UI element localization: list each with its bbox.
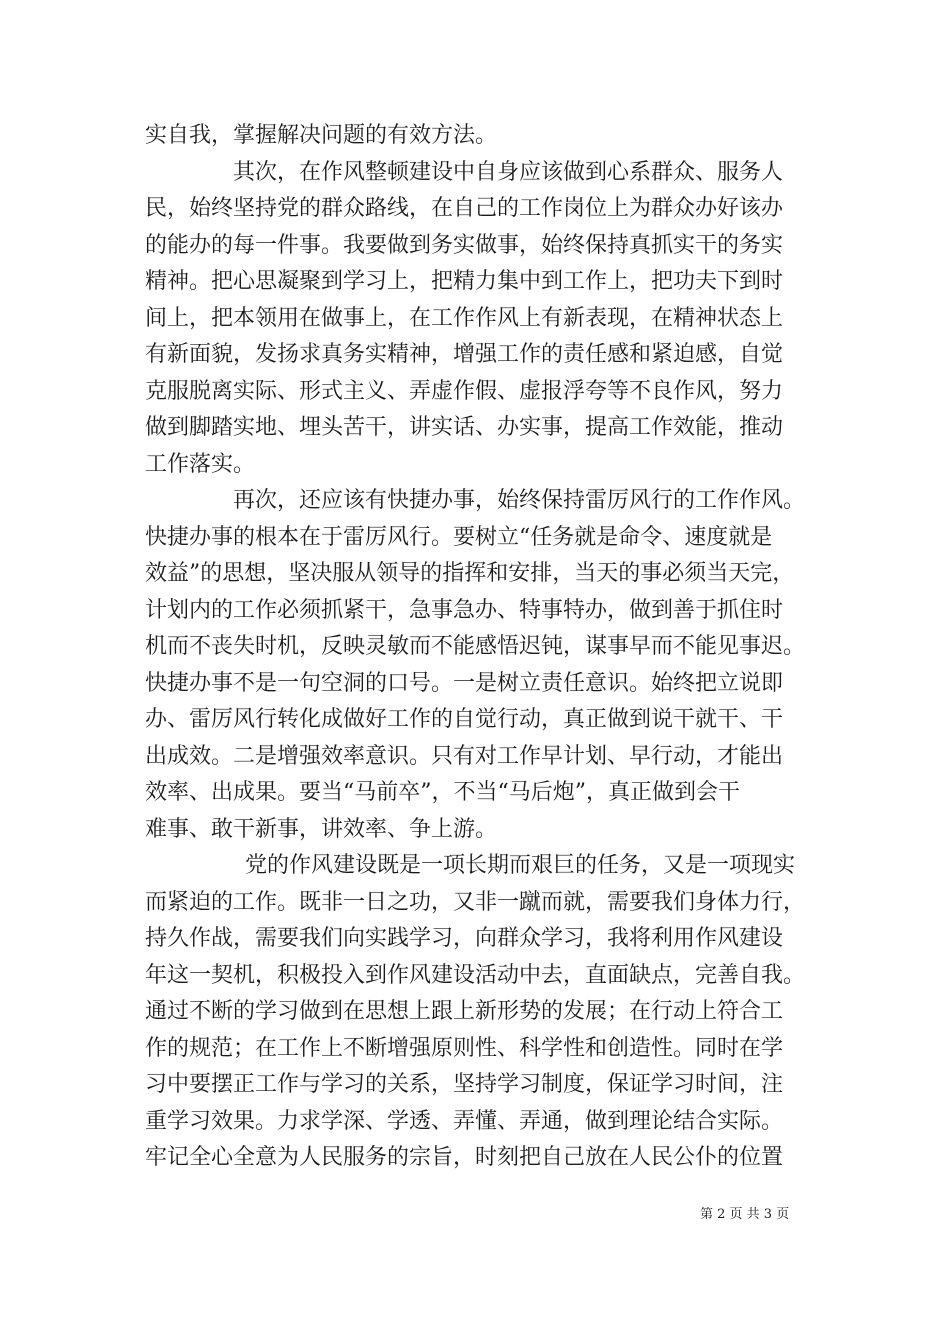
text-line: 难事、敢干新事，讲效率、争上游。 — [145, 816, 498, 842]
text-line: 快捷办事的根本在于雷厉风行。要树立“任务就是命令、速度就是 — [145, 524, 773, 550]
text-line: 党的作风建设既是一项长期而艰巨的任务，又是一项现实 — [245, 853, 796, 878]
text-line: 持久作战，需要我们向实践学习，向群众学习，我将利用作风建设 — [145, 926, 784, 951]
text-line: 效益”的思想，坚决服从领导的指挥和安排，当天的事必须当天完， — [145, 561, 795, 586]
text-line: 年这一契机，积极投入到作风建设活动中去，直面缺点，完善自我。 — [145, 962, 806, 988]
text-line: 间上，把本领用在做事上，在工作作风上有新表现，在精神状态上 — [145, 305, 784, 331]
text-line: 克服脱离实际、形式主义、弄虚作假、虚报浮夸等不良作风，努力 — [145, 378, 784, 404]
text-line: 民，始终坚持党的群众路线，在自己的工作岗位上为群众办好该办 — [145, 196, 784, 221]
text-line: 习中要摆正工作与学习的关系，坚持学习制度，保证学习时间，注 — [145, 1072, 784, 1097]
text-line: 实自我，掌握解决问题的有效方法。 — [145, 123, 498, 148]
text-line: 牢记全心全意为人民服务的宗旨，时刻把自己放在人民公仆的位置 — [145, 1145, 784, 1170]
text-line: 办、雷厉风行转化成做好工作的自觉行动，真正做到说干就干、干 — [145, 707, 784, 732]
text-line: 效率、出成果。要当“马前卒”，不当“马后炮”，真正做到会干 — [145, 780, 740, 805]
text-line: 出成效。二是增强效率意识。只有对工作早计划、早行动，才能出 — [145, 743, 784, 769]
text-line: 有新面貌，发扬求真务实精神，增强工作的责任感和紧迫感，自觉 — [145, 342, 784, 367]
text-line: 做到脚踏实地、埋头苦干，讲实话、办实事，提高工作效能，推动 — [145, 415, 784, 440]
text-line: 计划内的工作必须抓紧干，急事急办、特事特办，做到善于抓住时 — [145, 597, 784, 623]
text-line: 再次，还应该有快捷办事，始终保持雷厉风行的工作作风。 — [233, 488, 806, 513]
text-line: 快捷办事不是一句空洞的口号。一是树立责任意识。始终把立说即 — [145, 670, 784, 696]
text-line: 工作落实。 — [145, 451, 256, 477]
text-line: 的能办的每一件事。我要做到务实做事，始终保持真抓实干的务实 — [145, 232, 784, 258]
text-line: 其次，在作风整顿建设中自身应该做到心系群众、服务人 — [233, 159, 784, 185]
text-line: 机而不丧失时机，反映灵敏而不能感悟迟钝，谋事早而不能见事迟。 — [145, 634, 806, 659]
text-line: 通过不断的学习做到在思想上跟上新形势的发展；在行动上符合工 — [145, 999, 784, 1024]
page-indicator: 第 2 页 共 3 页 — [700, 1207, 790, 1222]
text-line: 作的规范；在工作上不断增强原则性、科学性和创造性。同时在学 — [145, 1035, 784, 1061]
text-line: 而紧迫的工作。既非一日之功，又非一蹴而就，需要我们身体力行， — [145, 889, 806, 915]
text-line: 精神。把心思凝聚到学习上，把精力集中到工作上，把功夫下到时 — [145, 269, 784, 294]
document-body — [145, 118, 825, 1177]
text-line: 重学习效果。力求学深、学透、弄懂、弄通，做到理论结合实际。 — [145, 1108, 784, 1134]
